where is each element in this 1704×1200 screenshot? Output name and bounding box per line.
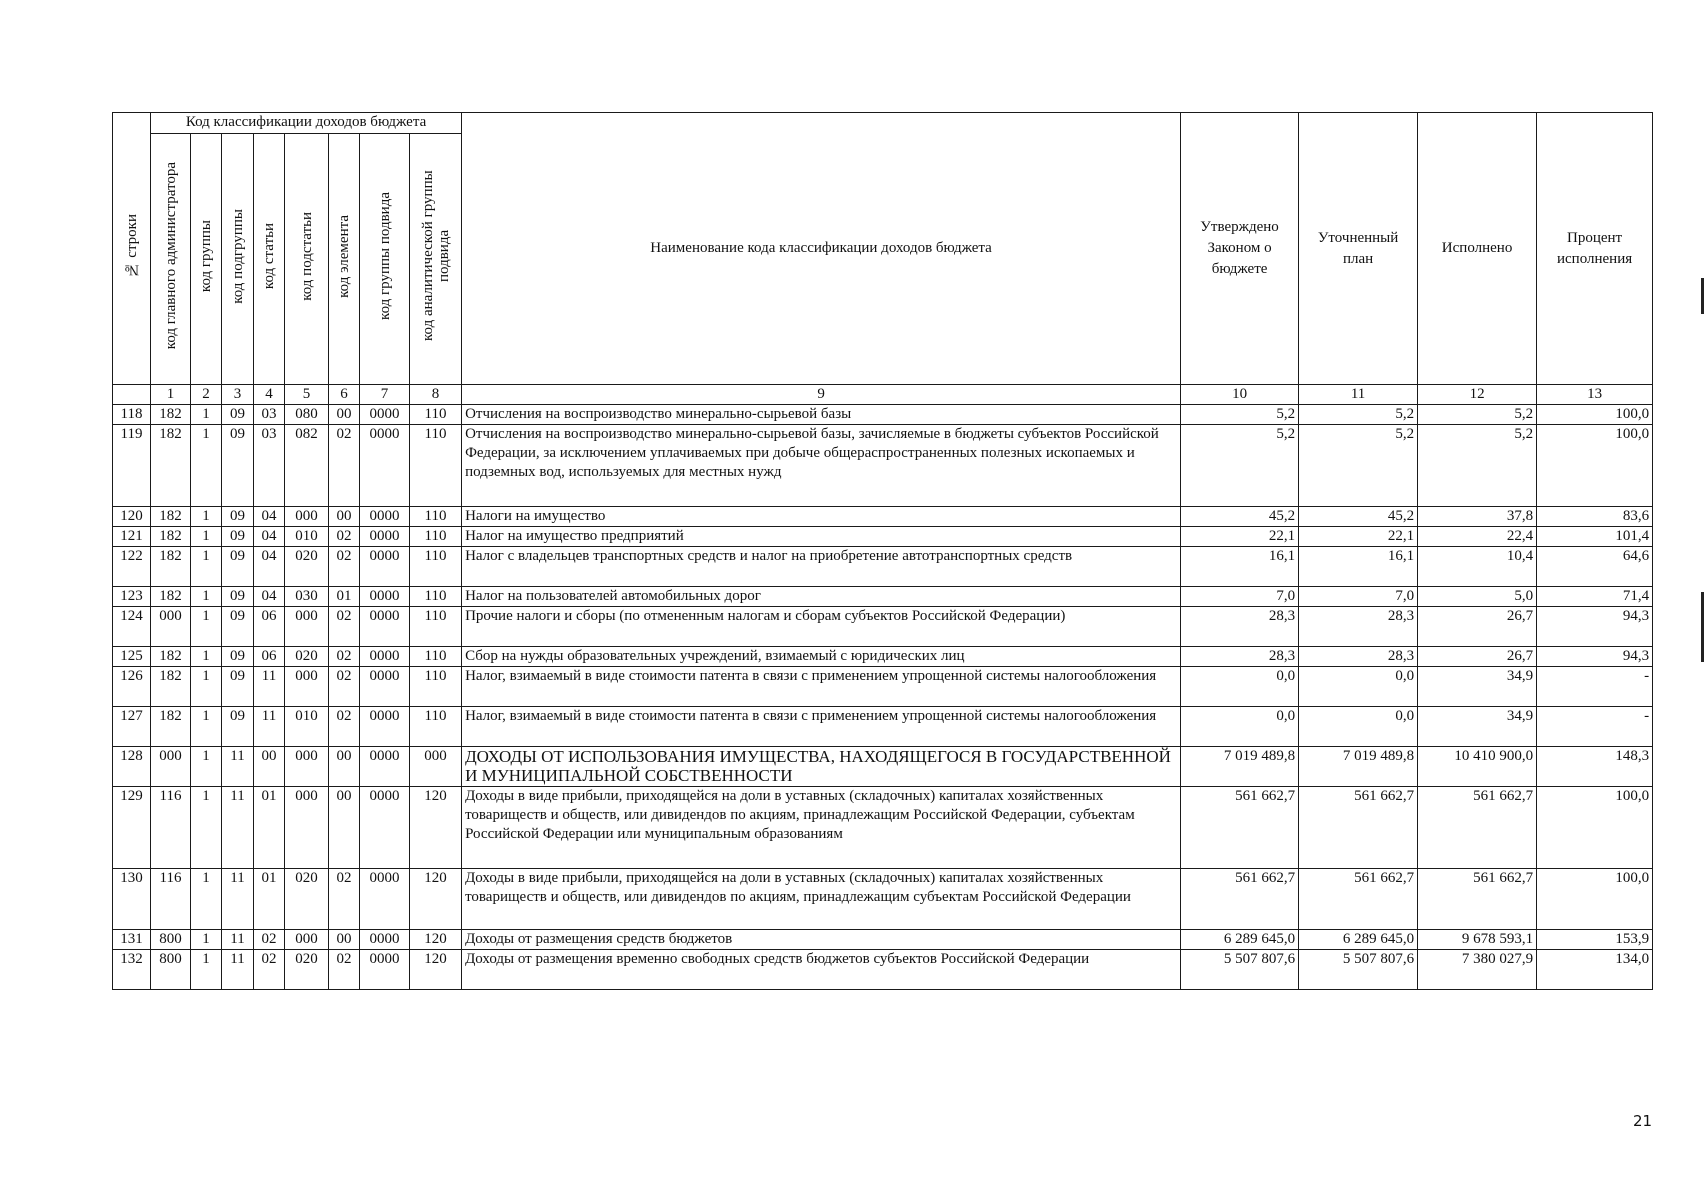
analytic-group-code: 110 [410,405,462,425]
element-code: 00 [329,787,360,869]
executed-amount: 10 410 900,0 [1418,747,1537,787]
revenue-name: ДОХОДЫ ОТ ИСПОЛЬЗОВАНИЯ ИМУЩЕСТВА, НАХОДЯЩЕГОСЯ В ГОСУДАРСТВЕННОЙ И МУНИЦИПАЛЬНОЙ СОБСТВЕННОСТИ [462,747,1181,787]
group-code: 1 [191,869,222,930]
execution-percent: 100,0 [1537,869,1653,930]
approved-amount: 28,3 [1181,647,1299,667]
approved-amount: 561 662,7 [1181,787,1299,869]
table-row [113,930,1653,950]
subarticle-code: 020 [285,547,329,587]
analytic-group-code: 110 [410,527,462,547]
group-code: 1 [191,425,222,507]
table-row [113,647,1653,667]
article-code: 04 [254,527,285,547]
table-row [113,405,1653,425]
approved-amount: 28,3 [1181,607,1299,647]
article-code: 04 [254,547,285,587]
subgroup-code: 09 [222,667,254,707]
subgroup-code: 09 [222,405,254,425]
group-code: 1 [191,587,222,607]
subgroup-code: 09 [222,607,254,647]
row-number: 122 [113,547,151,587]
subtype-group-code-header: код группы подвида [360,134,410,385]
subarticle-code: 080 [285,405,329,425]
row-number: 118 [113,405,151,425]
column-number [113,385,151,405]
column-number: 2 [191,385,222,405]
subgroup-code: 11 [222,787,254,869]
article-code: 04 [254,507,285,527]
executed-header: Исполнено [1418,113,1537,385]
group-code: 1 [191,607,222,647]
article-code: 11 [254,667,285,707]
article-code: 04 [254,587,285,607]
revenue-name: Доходы в виде прибыли, приходящейся на доли в уставных (складочных) капиталах хозяйственных товариществ и обществ, или дивидендов по акциям, принадлежащим субъектам Российской Федерации [462,869,1181,930]
group-code: 1 [191,950,222,990]
revised-plan-amount: 6 289 645,0 [1299,930,1418,950]
row-number: 128 [113,747,151,787]
table-row [113,707,1653,747]
analytic-group-code: 110 [410,425,462,507]
executed-amount: 34,9 [1418,707,1537,747]
article-code: 02 [254,930,285,950]
executed-amount: 5,2 [1418,405,1537,425]
row-number: 123 [113,587,151,607]
revised-plan-amount: 28,3 [1299,607,1418,647]
article-code-header: код статьи [254,134,285,385]
article-code: 00 [254,747,285,787]
revenue-name: Налог, взимаемый в виде стоимости патента в связи с применением упрощенной системы налогообложения [462,667,1181,707]
subarticle-code: 000 [285,667,329,707]
group-code: 1 [191,507,222,527]
analytic-group-code: 120 [410,869,462,930]
revenue-name: Прочие налоги и сборы (по отмененным налогам и сборам субъектов Российской Федерации) [462,607,1181,647]
article-code: 06 [254,607,285,647]
approved-amount: 5,2 [1181,405,1299,425]
revised-plan-amount: 28,3 [1299,647,1418,667]
execution-percent: 100,0 [1537,405,1653,425]
executed-amount: 9 678 593,1 [1418,930,1537,950]
subtype-group-code: 0000 [360,950,410,990]
element-code: 02 [329,547,360,587]
admin-code: 182 [151,425,191,507]
analytic-group-code: 120 [410,787,462,869]
subgroup-code: 09 [222,547,254,587]
table-row [113,547,1653,587]
table-row [113,527,1653,547]
element-code: 02 [329,425,360,507]
group-code: 1 [191,707,222,747]
admin-code: 116 [151,787,191,869]
table-row [113,425,1653,507]
document-page [112,112,1653,990]
group-code: 1 [191,930,222,950]
subtype-group-code: 0000 [360,527,410,547]
revenue-name: Доходы от размещения средств бюджетов [462,930,1181,950]
revised-plan-amount: 5,2 [1299,425,1418,507]
subarticle-code-header: код подстатьи [285,134,329,385]
row-number: 124 [113,607,151,647]
subarticle-code: 082 [285,425,329,507]
revised-plan-amount: 7 019 489,8 [1299,747,1418,787]
subarticle-code: 010 [285,707,329,747]
revised-plan-amount: 5,2 [1299,405,1418,425]
table-row [113,667,1653,707]
admin-code-header: код главного администратора [151,134,191,385]
approved-amount: 5,2 [1181,425,1299,507]
table-row [113,787,1653,869]
row-number: 120 [113,507,151,527]
row-number: 132 [113,950,151,990]
subgroup-code: 09 [222,587,254,607]
element-code: 00 [329,930,360,950]
revenue-name: Налог с владельцев транспортных средств и налог на приобретение автотранспортных средств [462,547,1181,587]
subarticle-code: 000 [285,787,329,869]
analytic-group-code: 110 [410,507,462,527]
subtype-group-code: 0000 [360,587,410,607]
subtype-group-code: 0000 [360,869,410,930]
executed-amount: 5,2 [1418,425,1537,507]
revenue-name: Отчисления на воспроизводство минерально-сырьевой базы, зачисляемые в бюджеты субъектов Российской Федерации, за исключением уплачиваемых при добыче общераспространенных полезных ископаемых и подземных вод, используемых для местных нужд [462,425,1181,507]
subtype-group-code: 0000 [360,787,410,869]
executed-amount: 7 380 027,9 [1418,950,1537,990]
subgroup-code: 09 [222,707,254,747]
revised-plan-amount: 7,0 [1299,587,1418,607]
subtype-group-code: 0000 [360,707,410,747]
column-number: 12 [1418,385,1537,405]
element-code: 02 [329,647,360,667]
subtype-group-code: 0000 [360,647,410,667]
execution-percent: 71,4 [1537,587,1653,607]
executed-amount: 561 662,7 [1418,869,1537,930]
admin-code: 800 [151,930,191,950]
group-code: 1 [191,647,222,667]
column-number: 6 [329,385,360,405]
execution-percent: - [1537,707,1653,747]
revenue-name: Налоги на имущество [462,507,1181,527]
approved-amount: 561 662,7 [1181,869,1299,930]
analytic-group-code: 120 [410,930,462,950]
execution-percent: 101,4 [1537,527,1653,547]
article-code: 11 [254,707,285,747]
revenue-name: Налог на пользователей автомобильных дорог [462,587,1181,607]
executed-amount: 10,4 [1418,547,1537,587]
table-row [113,869,1653,930]
executed-amount: 34,9 [1418,667,1537,707]
execution-percent: 148,3 [1537,747,1653,787]
analytic-group-code: 110 [410,667,462,707]
article-code: 02 [254,950,285,990]
element-code: 02 [329,950,360,990]
name-header: Наименование кода классификации доходов бюджета [462,113,1181,385]
article-code: 01 [254,869,285,930]
analytic-group-code: 110 [410,707,462,747]
approved-header: Утверждено Законом о бюджете [1181,113,1299,385]
revenue-name: Налог, взимаемый в виде стоимости патента в связи с применением упрощенной системы налогообложения [462,707,1181,747]
revenue-name: Доходы от размещения временно свободных средств бюджетов субъектов Российской Федерации [462,950,1181,990]
percent-header: Процент исполнения [1537,113,1653,385]
subarticle-code: 000 [285,607,329,647]
revenue-name: Отчисления на воспроизводство минерально-сырьевой базы [462,405,1181,425]
revenue-name: Доходы в виде прибыли, приходящейся на доли в уставных (складочных) капиталах хозяйственных товариществ и обществ, или дивидендов по акциям, принадлежащим Российской Федерации, субъектам Российской Федерации или муниципальным образованиям [462,787,1181,869]
column-number-row [113,385,1653,405]
column-number: 3 [222,385,254,405]
subtype-group-code: 0000 [360,667,410,707]
group-code: 1 [191,547,222,587]
analytic-group-code: 110 [410,547,462,587]
column-number: 5 [285,385,329,405]
row-number: 131 [113,930,151,950]
execution-percent: 100,0 [1537,787,1653,869]
article-code: 06 [254,647,285,667]
executed-amount: 561 662,7 [1418,787,1537,869]
admin-code: 182 [151,667,191,707]
admin-code: 182 [151,587,191,607]
table-row [113,950,1653,990]
admin-code: 116 [151,869,191,930]
classification-code-header: Код классификации доходов бюджета [151,113,462,134]
execution-percent: 134,0 [1537,950,1653,990]
execution-percent: 83,6 [1537,507,1653,527]
subgroup-code: 09 [222,647,254,667]
approved-amount: 0,0 [1181,707,1299,747]
subgroup-code: 09 [222,507,254,527]
subgroup-code: 11 [222,930,254,950]
row-number: 125 [113,647,151,667]
analytic-group-code: 120 [410,950,462,990]
revised-plan-amount: 0,0 [1299,707,1418,747]
revised-plan-amount: 22,1 [1299,527,1418,547]
approved-amount: 5 507 807,6 [1181,950,1299,990]
subarticle-code: 020 [285,950,329,990]
subtype-group-code: 0000 [360,930,410,950]
element-code: 02 [329,707,360,747]
element-code: 02 [329,527,360,547]
approved-amount: 45,2 [1181,507,1299,527]
execution-percent: 100,0 [1537,425,1653,507]
element-code: 02 [329,607,360,647]
executed-amount: 22,4 [1418,527,1537,547]
revised-plan-amount: 561 662,7 [1299,787,1418,869]
subgroup-code: 11 [222,747,254,787]
approved-amount: 22,1 [1181,527,1299,547]
revised-plan-amount: 45,2 [1299,507,1418,527]
table-row [113,587,1653,607]
approved-amount: 16,1 [1181,547,1299,587]
element-code: 00 [329,405,360,425]
article-code: 03 [254,425,285,507]
execution-percent: - [1537,667,1653,707]
subgroup-code: 09 [222,527,254,547]
group-code-header: код группы [191,134,222,385]
subarticle-code: 030 [285,587,329,607]
admin-code: 182 [151,707,191,747]
subtype-group-code: 0000 [360,405,410,425]
admin-code: 182 [151,405,191,425]
table-row [113,507,1653,527]
column-number: 8 [410,385,462,405]
element-code: 00 [329,747,360,787]
table-row [113,747,1653,787]
row-number: 119 [113,425,151,507]
executed-amount: 26,7 [1418,607,1537,647]
revised-plan-amount: 16,1 [1299,547,1418,587]
subtype-group-code: 0000 [360,547,410,587]
group-code: 1 [191,747,222,787]
subarticle-code: 000 [285,507,329,527]
table-row [113,607,1653,647]
subarticle-code: 000 [285,930,329,950]
article-code: 01 [254,787,285,869]
subtype-group-code: 0000 [360,425,410,507]
row-number: 126 [113,667,151,707]
approved-amount: 7,0 [1181,587,1299,607]
admin-code: 000 [151,747,191,787]
subgroup-code-header: код подгруппы [222,134,254,385]
approved-amount: 6 289 645,0 [1181,930,1299,950]
row-number: 130 [113,869,151,930]
element-code: 01 [329,587,360,607]
column-number: 13 [1537,385,1653,405]
execution-percent: 94,3 [1537,647,1653,667]
row-number: 129 [113,787,151,869]
page-number: 21 [1633,1112,1653,1130]
subgroup-code: 11 [222,950,254,990]
subgroup-code: 11 [222,869,254,930]
admin-code: 182 [151,647,191,667]
admin-code: 000 [151,607,191,647]
admin-code: 800 [151,950,191,990]
column-number: 1 [151,385,191,405]
analytic-group-code: 110 [410,647,462,667]
column-number: 9 [462,385,1181,405]
subgroup-code: 09 [222,425,254,507]
revised-plan-header: Уточненный план [1299,113,1418,385]
group-code: 1 [191,787,222,869]
subtype-group-code: 0000 [360,747,410,787]
element-code: 00 [329,507,360,527]
revised-plan-amount: 5 507 807,6 [1299,950,1418,990]
approved-amount: 7 019 489,8 [1181,747,1299,787]
analytic-group-code: 110 [410,607,462,647]
element-code-header: код элемента [329,134,360,385]
article-code: 03 [254,405,285,425]
analytic-group-code: 000 [410,747,462,787]
column-number: 7 [360,385,410,405]
column-number: 4 [254,385,285,405]
group-code: 1 [191,527,222,547]
group-code: 1 [191,667,222,707]
execution-percent: 153,9 [1537,930,1653,950]
subarticle-code: 010 [285,527,329,547]
executed-amount: 37,8 [1418,507,1537,527]
approved-amount: 0,0 [1181,667,1299,707]
subtype-group-code: 0000 [360,507,410,527]
revenue-name: Сбор на нужды образовательных учреждений, взимаемый с юридических лиц [462,647,1181,667]
subarticle-code: 020 [285,869,329,930]
element-code: 02 [329,667,360,707]
column-number: 11 [1299,385,1418,405]
revised-plan-amount: 0,0 [1299,667,1418,707]
budget-revenue-table [112,112,1653,990]
column-number: 10 [1181,385,1299,405]
row-number-header: № строки [113,113,151,385]
execution-percent: 94,3 [1537,607,1653,647]
row-number: 121 [113,527,151,547]
revenue-name: Налог на имущество предприятий [462,527,1181,547]
subarticle-code: 020 [285,647,329,667]
admin-code: 182 [151,527,191,547]
admin-code: 182 [151,507,191,527]
element-code: 02 [329,869,360,930]
executed-amount: 5,0 [1418,587,1537,607]
analytic-group-code: 110 [410,587,462,607]
row-number: 127 [113,707,151,747]
revised-plan-amount: 561 662,7 [1299,869,1418,930]
subtype-group-code: 0000 [360,607,410,647]
group-code: 1 [191,405,222,425]
subarticle-code: 000 [285,747,329,787]
executed-amount: 26,7 [1418,647,1537,667]
execution-percent: 64,6 [1537,547,1653,587]
admin-code: 182 [151,547,191,587]
analytic-group-code-header: код аналитической группы подвида [410,134,462,385]
